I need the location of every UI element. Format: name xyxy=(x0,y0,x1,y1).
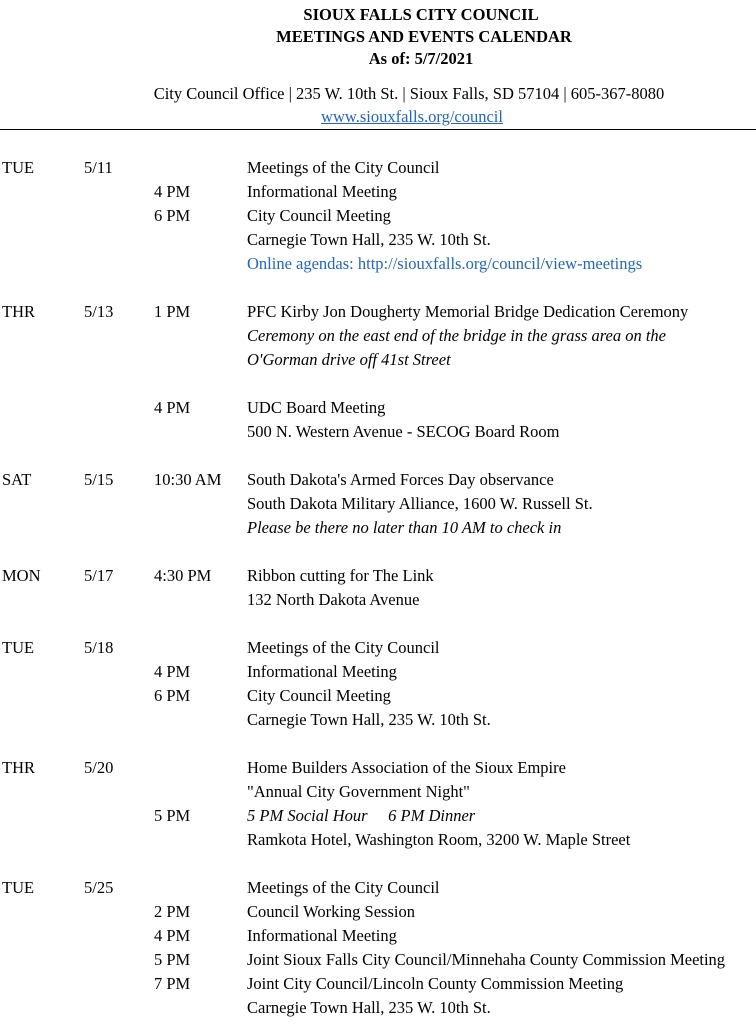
event-location: Ramkota Hotel, Washington Room, 3200 W. Maple Street xyxy=(247,830,631,849)
event-date: 5/20 xyxy=(84,758,114,777)
event-time: 4:30 PM xyxy=(154,566,212,585)
event-note: Please be there no later than 10 AM to check in xyxy=(247,518,562,537)
calendar-title: MEETINGS AND EVENTS CALENDAR xyxy=(276,27,572,46)
event-time: 2 PM xyxy=(154,902,191,921)
event-location: Carnegie Town Hall, 235 W. 10th St. xyxy=(247,230,491,249)
event-location: 132 North Dakota Avenue xyxy=(247,590,420,609)
event-time: 5 PM xyxy=(154,806,191,825)
event-location: South Dakota Military Alliance, 1600 W. Russell St. xyxy=(247,494,593,513)
event-date: 5/17 xyxy=(84,566,114,585)
event-title: Meetings of the City Council xyxy=(247,878,440,897)
event-description: Council Working Session xyxy=(247,902,415,921)
event-description: Joint City Council/Lincoln County Commission Meeting xyxy=(247,974,624,993)
header-divider xyxy=(0,129,756,130)
event-day: TUE xyxy=(2,878,35,897)
event-date: 5/15 xyxy=(84,470,114,489)
event-location: 500 N. Western Avenue - SECOG Board Room xyxy=(247,422,560,441)
event-date: 5/11 xyxy=(84,158,113,177)
event-description: Joint Sioux Falls City Council/Minnehaha County Commission Meeting xyxy=(247,950,726,969)
event-time: 6 PM xyxy=(154,686,191,705)
event-time: 5 PM xyxy=(154,950,191,969)
event-note: O'Gorman drive off 41st Street xyxy=(247,350,451,369)
event-day: MON xyxy=(2,566,41,585)
event-day: THR xyxy=(2,302,35,321)
event-note: Ceremony on the east end of the bridge in the grass area on the xyxy=(247,326,667,345)
event-description: South Dakota's Armed Forces Day observance xyxy=(247,470,554,489)
event-time: 6 PM xyxy=(154,206,191,225)
as-of-date: As of: 5/7/2021 xyxy=(368,49,474,68)
event-description: Informational Meeting xyxy=(247,182,397,201)
event-description: Ribbon cutting for The Link xyxy=(247,566,434,585)
event-day: TUE xyxy=(2,638,35,657)
event-time: 1 PM xyxy=(154,302,191,321)
event-location: Carnegie Town Hall, 235 W. 10th St. xyxy=(247,710,491,729)
event-day: THR xyxy=(2,758,35,777)
event-title: Home Builders Association of the Sioux Empire xyxy=(247,758,566,777)
event-day: SAT xyxy=(2,470,32,489)
event-time: 10:30 AM xyxy=(154,470,222,489)
document-title: SIOUX FALLS CITY COUNCIL xyxy=(303,5,539,24)
event-location: Carnegie Town Hall, 235 W. 10th St. xyxy=(247,998,491,1017)
council-website-link[interactable]: www.siouxfalls.org/council xyxy=(321,107,503,126)
event-day: TUE xyxy=(2,158,35,177)
event-time: 4 PM xyxy=(154,398,191,417)
event-date: 5/25 xyxy=(84,878,114,897)
online-agendas-link[interactable]: Online agendas: http://siouxfalls.org/council/view-meetings xyxy=(247,254,643,273)
event-time: 4 PM xyxy=(154,926,191,945)
event-time: 7 PM xyxy=(154,974,191,993)
event-description: City Council Meeting xyxy=(247,686,391,705)
event-title: Meetings of the City Council xyxy=(247,158,440,177)
event-description: UDC Board Meeting xyxy=(247,398,386,417)
office-contact: City Council Office | 235 W. 10th St. | Sioux Falls, SD 57104 | 605-367-8080 xyxy=(153,84,665,103)
event-description: 5 PM Social Hour 6 PM Dinner xyxy=(247,806,476,825)
event-time: 4 PM xyxy=(154,662,191,681)
event-description: City Council Meeting xyxy=(247,206,391,225)
event-description: PFC Kirby Jon Dougherty Memorial Bridge Dedication Ceremony xyxy=(247,302,689,321)
event-description: Informational Meeting xyxy=(247,662,397,681)
event-date: 5/13 xyxy=(84,302,114,321)
event-description: Informational Meeting xyxy=(247,926,397,945)
event-subtitle: "Annual City Government Night" xyxy=(247,782,470,801)
event-time: 4 PM xyxy=(154,182,191,201)
event-date: 5/18 xyxy=(84,638,114,657)
event-title: Meetings of the City Council xyxy=(247,638,440,657)
